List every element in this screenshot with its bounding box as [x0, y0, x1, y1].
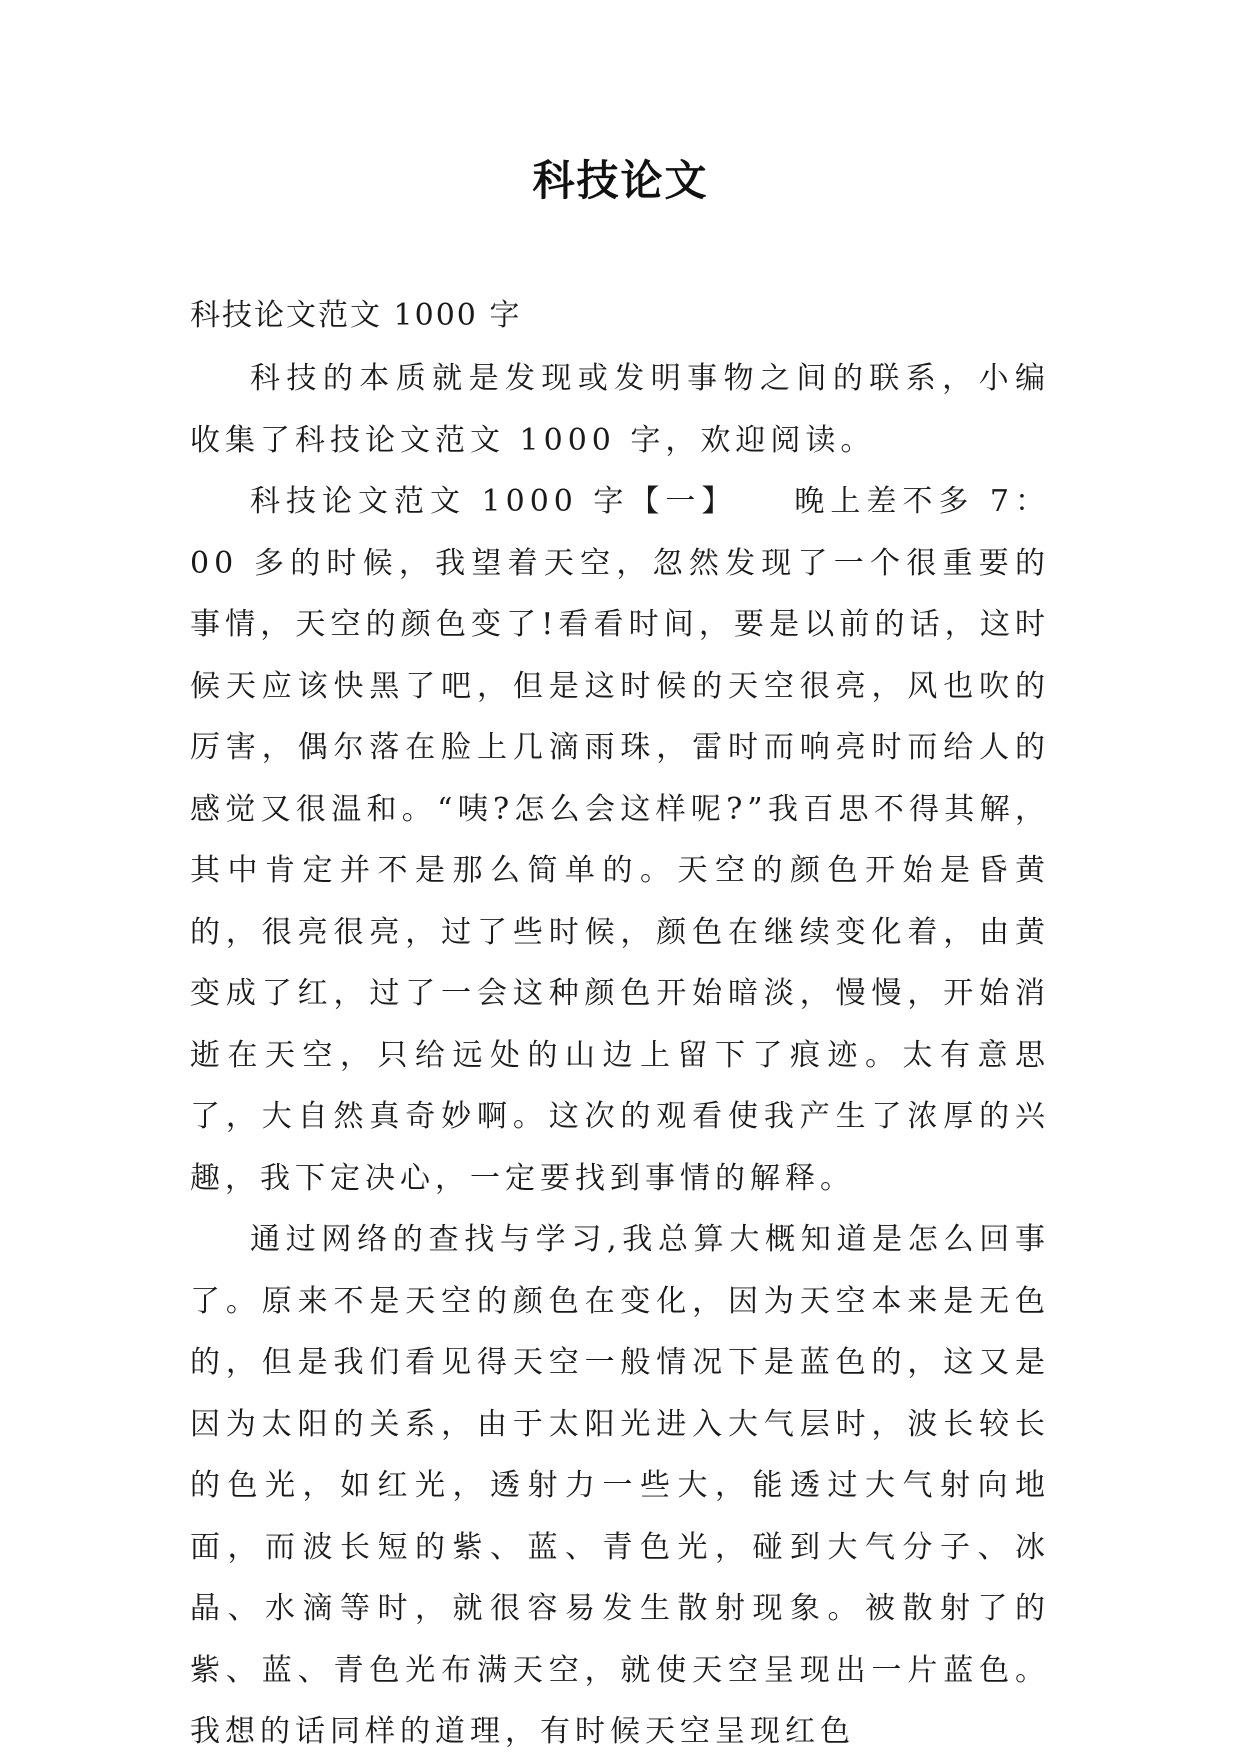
document-subtitle: 科技论文范文 1000 字	[190, 298, 522, 333]
paragraph-explanation: 通过网络的查找与学习,我总算大概知道是怎么回事了。原来不是天空的颜色在变化，因为天空本来是无色的，但是我们看见得天空一般情况下是蓝色的，这又是因为太阳的关系，由于太阳光进入大气层时，波长较长的色光，如红光，透射力一些大，能透过大气射向地面，而波长短的紫、蓝、青色光，碰到大气分子、冰晶、水滴等时，就很容易发生散射现象。被散射了的紫、蓝、青色光布满天空，就使天空呈现出一片蓝色。我想的话同样的道理，有时候天空呈现红色	[190, 1222, 1050, 1749]
page-title: 科技论文	[532, 156, 709, 205]
paragraph-intro: 科技的本质就是发现或发明事物之间的联系，小编收集了科技论文范文 1000 字，欢迎阅读。	[190, 361, 1050, 458]
paragraph-observation: 科技论文范文 1000 字【一】 晚上差不多 7：00 多的时候，我望着天空，忽然发现了一个很重要的事情，天空的颜色变了!看看时间，要是以前的话，这时候天应该快黑了吧，但是这时候的天空很亮，风也吹的厉害，偶尔落在脸上几滴雨珠，雷时而响亮时而给人的感觉又很温和。“咦?怎么会这样呢?”我百思不得其解，其中肯定并不是那么简单的。天空的颜色开始是昏黄的，很亮很亮，过了些时候，颜色在继续变化着，由黄变成了红，过了一会这种颜色开始暗淡，慢慢，开始消逝在天空，只给远处的山边上留下了痕迹。太有意思了，大自然真奇妙啊。这次的观看使我产生了浓厚的兴趣，我下定决心，一定要找到事情的解释。	[190, 484, 1050, 1196]
document-body	[190, 348, 1050, 1763]
